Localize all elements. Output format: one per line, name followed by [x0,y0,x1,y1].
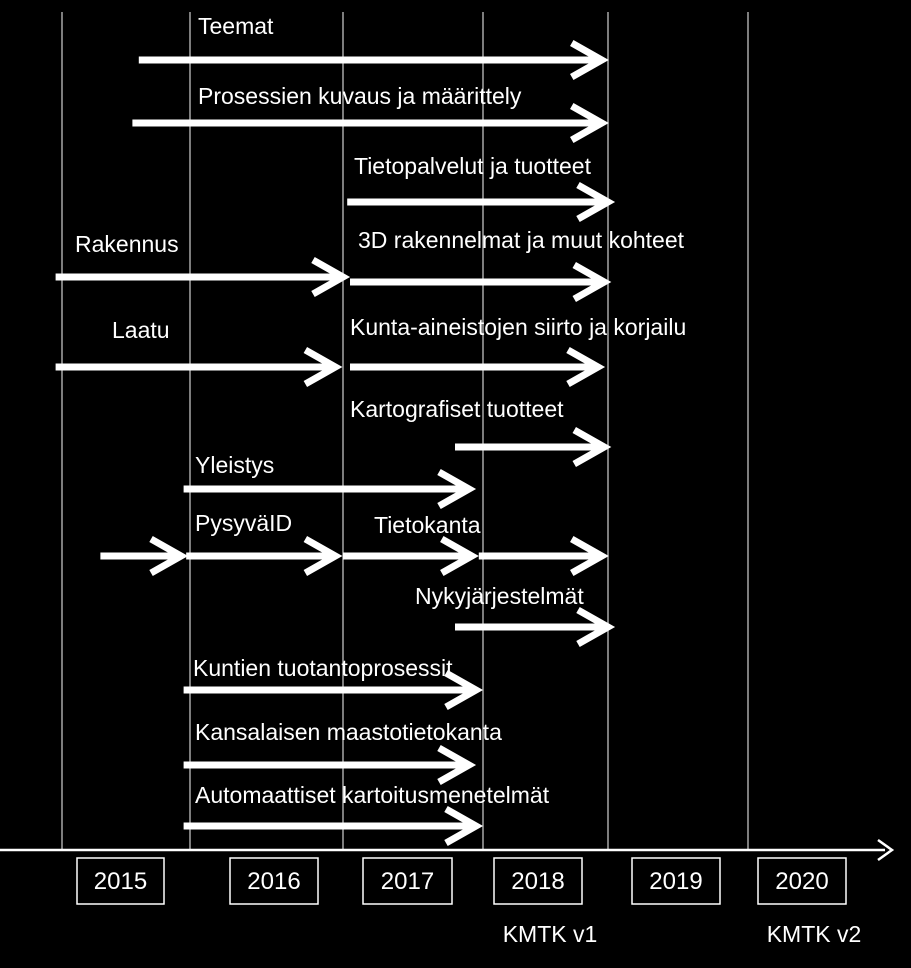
task-label: Tietokanta [374,512,481,538]
task-15 [184,782,550,843]
task-4 [56,231,343,294]
year-box-2017 [363,858,452,904]
year-box-2019 [632,858,720,904]
task-label: Prosessien kuvaus ja määrittely [198,83,522,109]
task-8 [350,396,604,464]
year-box-2015 [77,858,164,904]
task-12 [415,583,608,644]
task-3 [347,153,608,219]
task-arrows [56,13,687,843]
task-label: Laatu [112,317,170,343]
task-6 [56,317,336,384]
year-label: 2019 [649,868,703,895]
year-box-2016 [230,858,318,904]
task-label: Kartografiset tuotteet [350,396,564,422]
task-5 [350,227,685,299]
task-label: Teemat [198,13,274,39]
year-labels [77,858,846,904]
task-2 [132,83,601,140]
task-1 [139,13,602,77]
task-label: Nykyjärjestelmät [415,583,584,609]
milestone-labels [503,921,862,947]
year-label: 2018 [511,868,565,895]
milestone-label: KMTK v1 [502,921,598,947]
task-label: Rakennus [75,231,179,257]
task-label: Tietopalvelut ja tuotteet [354,153,591,179]
year-box-2018 [494,858,582,904]
year-label: 2015 [93,868,148,895]
task-9 [184,452,469,506]
milestone-label: KMTK v2 [766,921,862,947]
task-label: Kuntien tuotantoprosessit [193,655,453,681]
year-label: 2016 [247,868,301,895]
task-label: PysyväID [195,510,293,536]
task-label: 3D rakennelmat ja muut kohteet [358,227,685,253]
year-label: 2020 [775,868,829,895]
task-11 [343,512,602,573]
task-10 [100,510,335,573]
year-label: 2017 [380,868,435,895]
task-label: Kansalaisen maastotietokanta [195,719,502,745]
task-13 [184,655,476,707]
task-label: Automaattiset kartoitusmenetelmät [195,782,550,808]
task-label: Yleistys [195,452,275,478]
task-label: Kunta-aineistojen siirto ja korjailu [350,314,687,340]
year-box-2020 [758,858,846,904]
task-7 [350,314,686,384]
